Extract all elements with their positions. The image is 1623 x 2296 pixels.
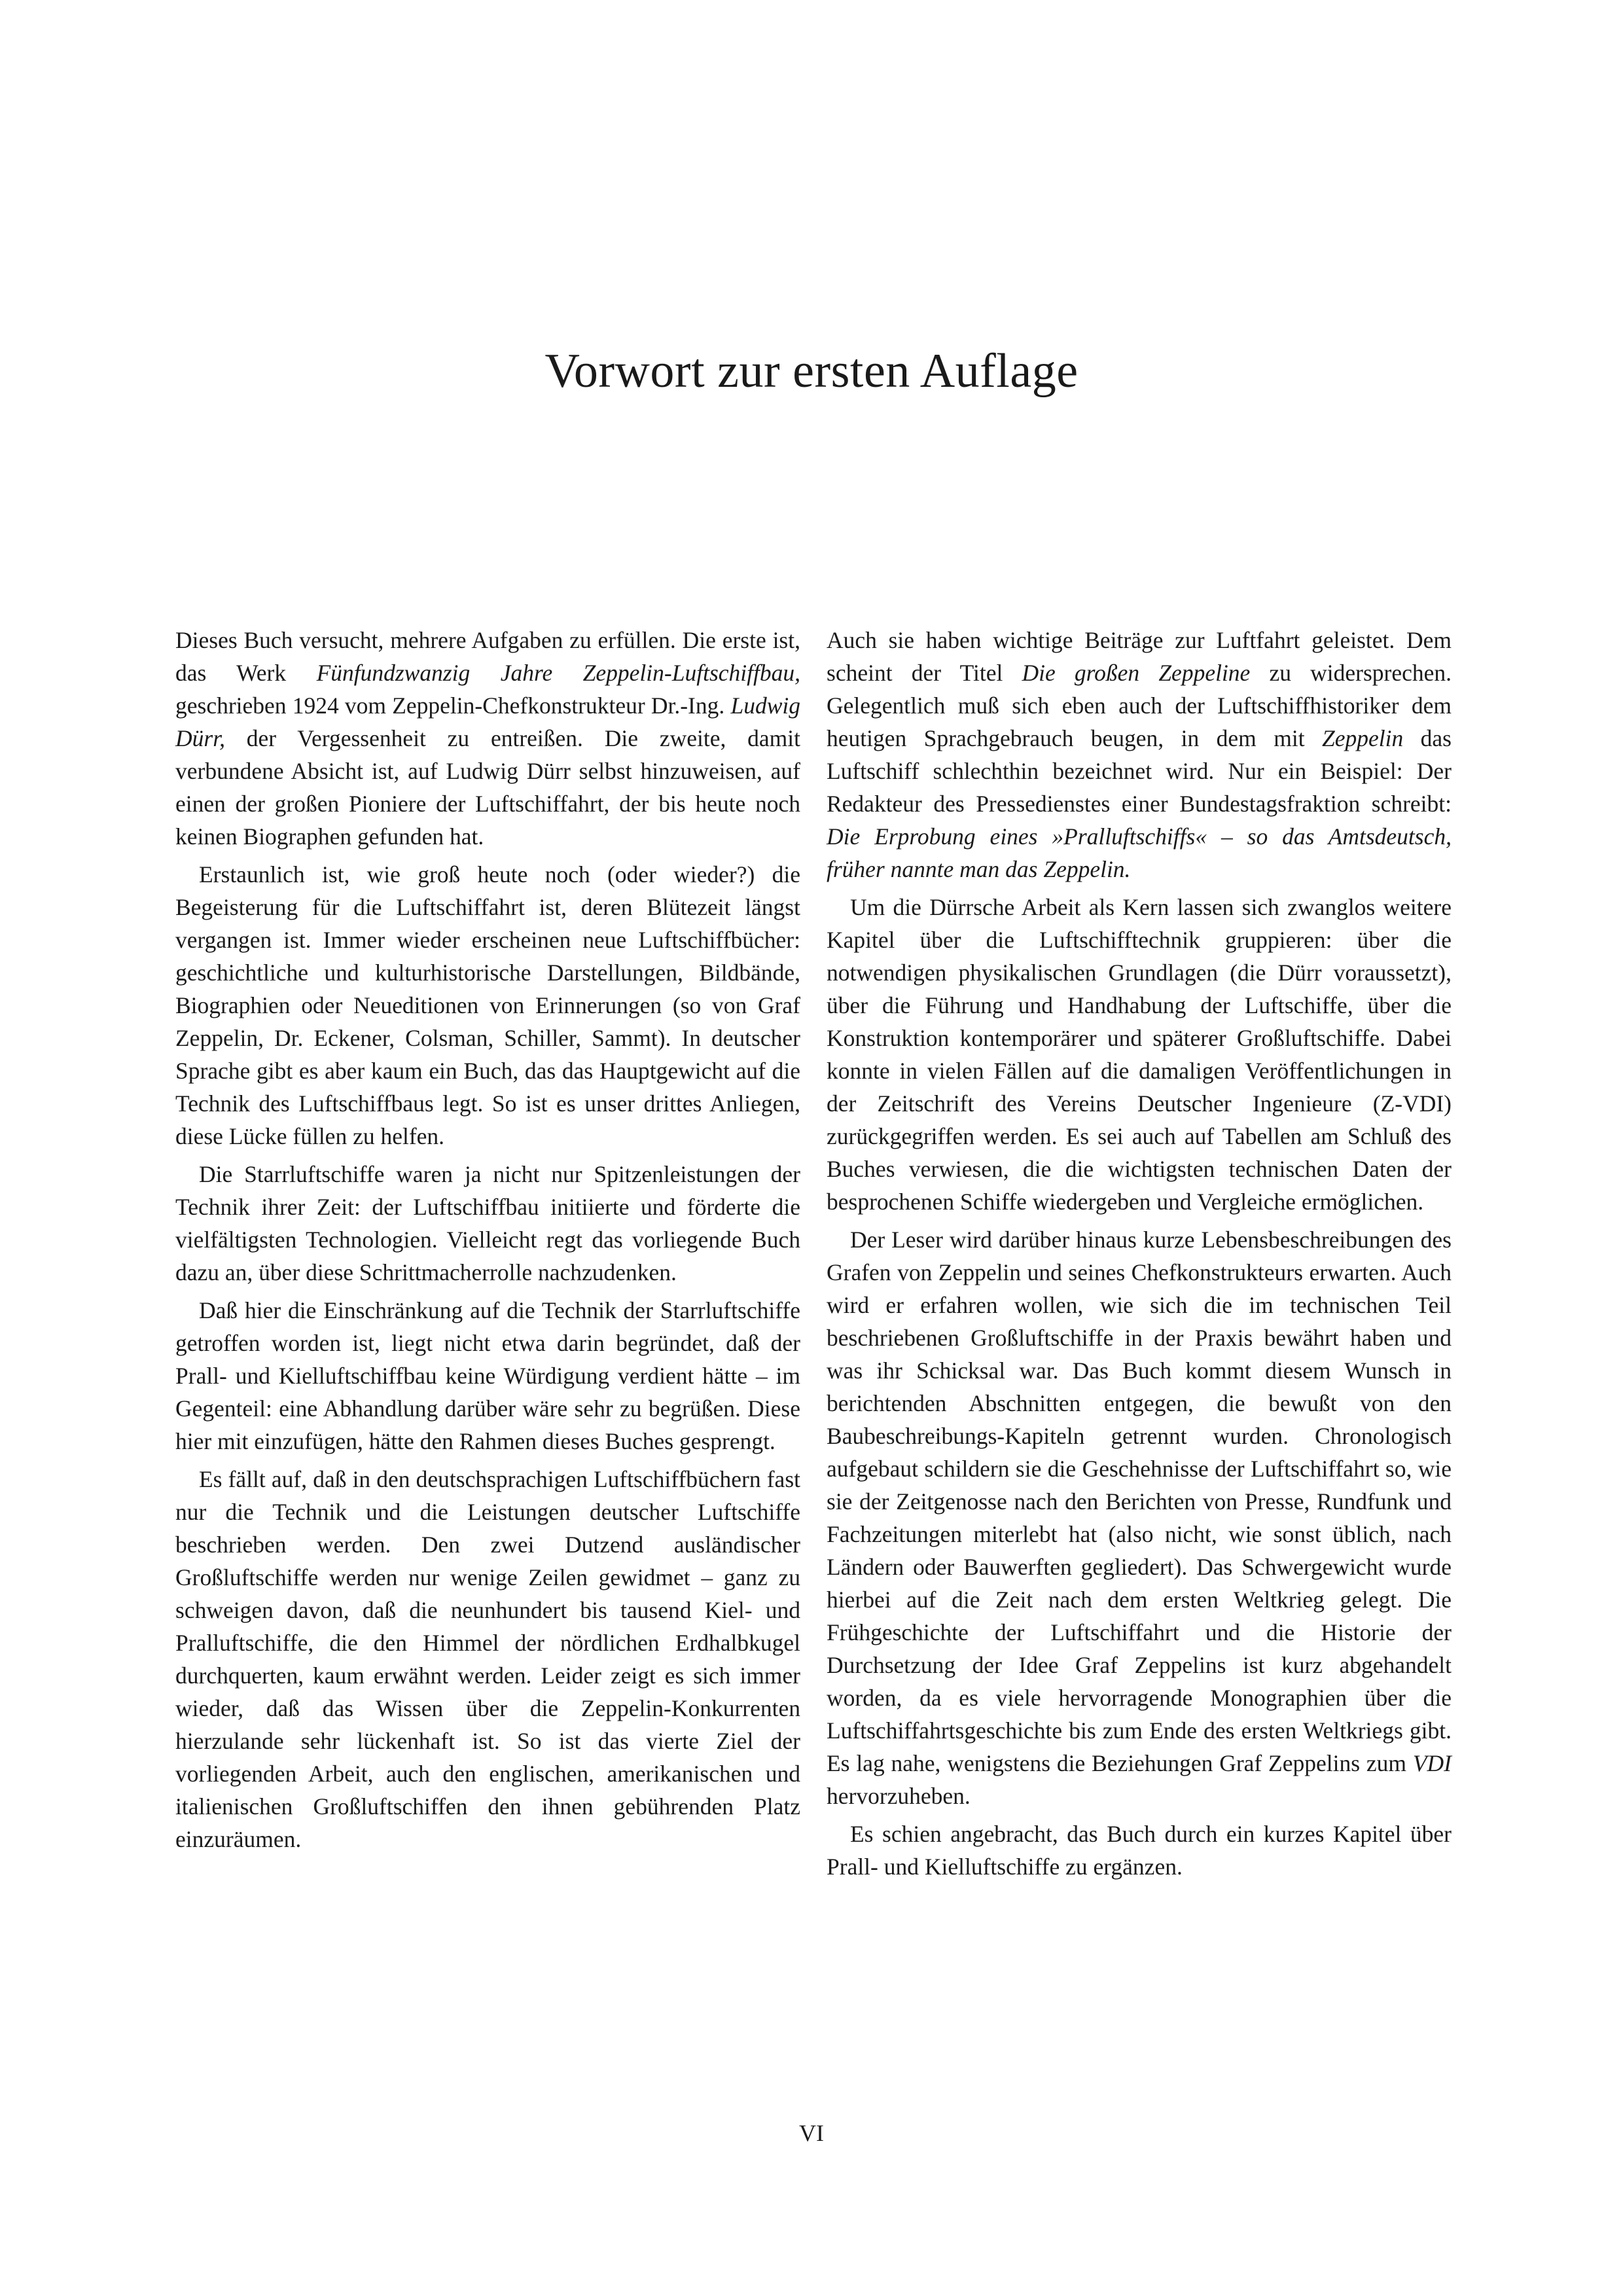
text-run: zu widersprechen. Gelegentlich muß sich eben auch der Luftschiffhistoriker dem heutigen Sprachgebrauch beugen, in dem mit xyxy=(827,660,1452,751)
text-run: hervorzuheben. xyxy=(827,1783,971,1809)
paragraph: Die Starrluftschiffe waren ja nicht nur Spitzenleistungen der Technik ihrer Zeit: der Luftschiffbau initiierte und förderte die vielfältigsten Technologien. Vielleicht regt das vorliegende Buch dazu an, über diese Schrittmacherrolle nachzudenken. xyxy=(175,1161,800,1285)
page-title: Vorwort zur ersten Auflage xyxy=(544,344,1079,398)
text-run: der Vergessenheit zu entreißen. Die zweite, damit verbundene Absicht ist, auf Ludwig Dürr selbst hinzuweisen, auf einen der großen Pioniere der Luftschiffahrt, der bis heute noch keinen Biographen gefunden hat. xyxy=(175,725,800,850)
text-run: geschrieben 1924 vom Zeppelin-Chefkonstrukteur Dr.-Ing. xyxy=(175,692,731,719)
text-run: Dieses Buch versucht, mehrere Aufgaben zu erfüllen. Die erste ist, das Werk xyxy=(175,627,800,686)
paragraph: Daß hier die Einschränkung auf die Technik der Starrluftschiffe getroffen worden ist, liegt nicht etwa darin begründet, daß der Prall- und Kielluftschiffbau keine Würdigung verdient hätte – im Gegenteil: eine Abhandlung darüber wäre sehr zu begrüßen. Diese hier mit einzufügen, hätte den Rahmen dieses Buches gesprengt. xyxy=(175,1297,800,1454)
paragraph: Es schien angebracht, das Buch durch ein kurzes Kapitel über Prall- und Kielluftschiffe zu ergänzen. xyxy=(827,1821,1452,1880)
italic-title: Fünfundzwanzig Jahre Zeppelin-Luftschiffbau, xyxy=(316,660,800,686)
text-run: Der Leser wird darüber hinaus kurze Lebensbeschreibungen des Grafen von Zeppelin und seines Chefkonstrukteurs erwarten. Auch wird er erfahren wollen, wie sich die im technischen Teil beschriebenen Großluftschiffe in der Praxis bewährt haben und was ihr Schicksal war. Das Buch kommt diesem Wunsch in berichtenden Abschnitten entgegen, die bewußt von den Baubeschreibungs-Kapiteln getrennt wurden. Chronologisch aufgebaut schildern sie die Geschehnisse der Luftschiffahrt so, wie sie der Zeitgenosse nach den Berichten von Presse, Rundfunk und Fachzeitungen miterlebt hat (also nicht, wie sonst üblich, nach Ländern oder Bauwerften gegliedert). Das Schwergewicht wurde hierbei auf die Zeit nach dem ersten Weltkrieg gelegt. Die Frühgeschichte der Luftschiffahrt und die Historie der Durchsetzung der Idee Graf Zeppelins ist kurz abgehandelt worden, da es viele hervorragende Monographien über die Luftschiffahrtsgeschichte bis zum Ende des ersten Weltkriegs gibt. Es lag nahe, wenigstens die Beziehungen Graf Zeppelins zum xyxy=(827,1227,1452,1776)
right-column xyxy=(827,624,1452,1888)
paragraph: Erstaunlich ist, wie groß heute noch (oder wieder?) die Begeisterung für die Luftschiffahrt ist, deren Blütezeit längst vergangen ist. Immer wieder erscheinen neue Luftschiffbücher: geschichtliche und kulturhistorische Darstellungen, Bildbände, Biographien oder Neueditionen von Erinnerungen (so von Graf Zeppelin, Dr. Eckener, Colsman, Schiller, Sammt). In deutscher Sprache gibt es aber kaum ein Buch, das das Hauptgewicht auf die Technik des Luftschiffbaus legt. So ist es unser drittes Anliegen, diese Lücke füllen zu helfen. xyxy=(175,861,800,1149)
italic-abbrev: VDI xyxy=(1412,1750,1452,1776)
paragraph: Um die Dürrsche Arbeit als Kern lassen sich zwanglos weitere Kapitel über die Luftschifftechnik gruppieren: über die notwendigen physikalischen Grundlagen (die Dürr voraussetzt), über die Führung und Handhabung der Luftschiffe, über die Konstruktion kontemporärer und späterer Großluftschiffe. Dabei konnte in vielen Fällen auf die damaligen Veröffentlichungen in der Zeitschrift des Vereins Deutscher Ingenieure (Z-VDI) zurückgegriffen werden. Es sei auch auf Tabellen am Schluß des Buches verwiesen, die die wichtigsten technischen Daten der besprochenen Schiffe wiedergeben und Vergleiche ermöglichen. xyxy=(827,894,1452,1215)
left-column xyxy=(175,624,800,1888)
page-number: VI xyxy=(799,2120,824,2146)
italic-quote: Die Erprobung eines »Pralluftschiffs« – so das Amtsdeutsch, früher nannte man das Zeppelin. xyxy=(827,823,1452,882)
paragraph xyxy=(827,1223,1452,1812)
text-run: Auch sie haben wichtige Beiträge zur Luftfahrt geleistet. Dem scheint der Titel xyxy=(827,627,1452,686)
paragraph xyxy=(827,624,1452,886)
italic-name: Ludwig Dürr, xyxy=(175,692,800,751)
paragraph: Es fällt auf, daß in den deutschsprachigen Luftschiffbüchern fast nur die Technik und die Leistungen deutscher Luftschiffe beschrieben werden. Den zwei Dutzend ausländischer Großluftschiffe werden nur wenige Zeilen gewidmet – ganz zu schweigen davon, daß die neunhundert bis tausend Kiel- und Pralluftschiffe, die den Himmel der nördlichen Erdhalbkugel durchquerten, kaum erwähnt werden. Leider zeigt es sich immer wieder, daß das Wissen über die Zeppelin-Konkurrenten hierzulande sehr lückenhaft ist. So ist das vierte Ziel der vorliegenden Arbeit, auch den englischen, amerikanischen und italienischen Großluftschiffen den ihnen gebührenden Platz einzuräumen. xyxy=(175,1466,800,1852)
text-run: das Luftschiff schlechthin bezeichnet wird. Nur ein Beispiel: Der Redakteur des Pressedienstes einer Bundestagsfraktion schreibt: xyxy=(827,725,1452,817)
italic-word: Zeppelin xyxy=(1322,725,1404,751)
paragraph xyxy=(175,624,800,853)
italic-title: Die großen Zeppeline xyxy=(1022,660,1251,686)
text-columns xyxy=(175,624,1452,1888)
